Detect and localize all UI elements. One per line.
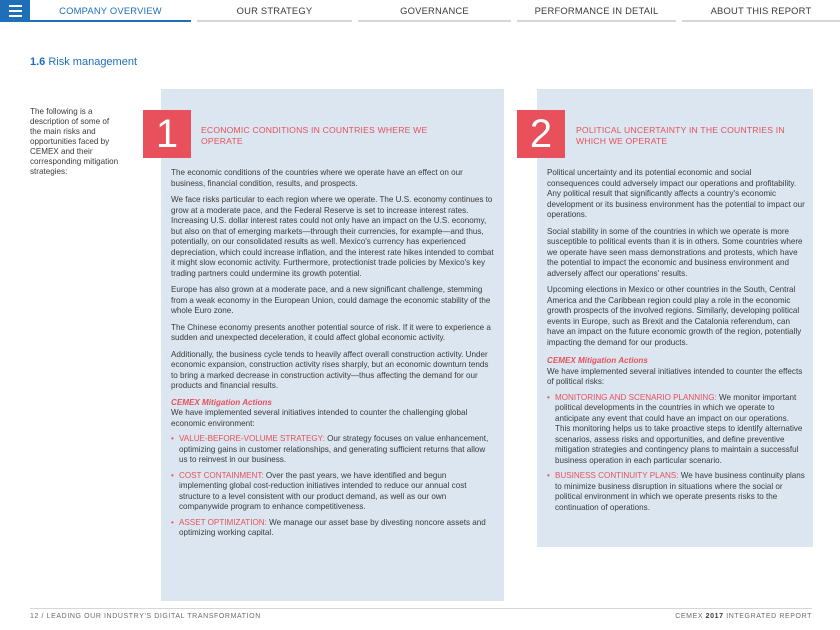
footer-tagline: LEADING OUR INDUSTRY'S DIGITAL TRANSFORMATION <box>46 613 261 620</box>
list-item <box>547 393 805 467</box>
bullet-text: Over the past years, we have identified and begun implementing global cost-reduction initiatives intended to reduce our annual cost structure to a level consistent with our product demand, as well as our own companywide program to enhance competitiveness. <box>179 470 467 511</box>
tab-our-strategy[interactable]: OUR STRATEGY <box>197 0 352 22</box>
bullet-label: COST CONTAINMENT: <box>179 470 264 480</box>
section-name: Risk management <box>48 56 138 68</box>
mitigation-intro: We have implemented several initiatives intended to counter the effects of political risks: <box>547 366 803 386</box>
tab-governance[interactable]: GOVERNANCE <box>358 0 511 22</box>
bullet-text: Our strategy focuses on value enhancement, optimizing gains in customer relationships, and generating sufficient returns that allow us to reinvest in our business. <box>179 434 489 464</box>
risk-body-2 <box>547 168 805 518</box>
footer-right <box>675 613 812 620</box>
bullet-label: MONITORING AND SCENARIO PLANNING: <box>555 392 717 402</box>
footer-brand: CEMEX <box>675 613 704 620</box>
page-number: 12 <box>30 613 39 620</box>
paragraph: Additionally, the business cycle tends to heavily affect overall construction activity. Under economic expansion, construction activity rises sharply, but an economic downturn tends to bring a marked decrease in construction activity—thus affecting the demand for our products and financial results. <box>171 349 489 390</box>
paragraph: Europe has also grown at a moderate pace, and a new significant challenge, stemming from a weak economy in the European Union, could damage the economic stability of the whole Euro zone. <box>171 285 491 315</box>
hamburger-icon[interactable] <box>0 0 30 22</box>
footer-year: 2017 <box>705 613 724 620</box>
bullet-text: We monitor important political developments in the countries in which we operate to anticipate any event that could have an impact on our operations. This monitoring helps us to take proactive steps to identify alternative scenarios, assess risks and opportunities, and define preventive mitigation strategies and contingency plans to maintain a successful business operation in each particular scenario. <box>555 392 803 465</box>
paragraph: The Chinese economy presents another potential source of risk. If it were to experience a sudden and unexpected deceleration, it could affect global economic activity. <box>171 322 491 342</box>
list-item <box>547 471 805 513</box>
bullet-text: We have business continuity plans to minimize business disruption in situations where the social or political environment in which we operate presents risks to the continuation of operations. <box>555 471 805 512</box>
bullet-text: We manage our asset base by divesting noncore assets and optimizing working capital. <box>179 517 486 537</box>
section-number: 1.6 <box>30 56 46 68</box>
risk-title-1: ECONOMIC CONDITIONS IN COUNTRIES WHERE WE OPERATE <box>201 125 428 146</box>
risk-number-1: 1 <box>143 110 191 158</box>
mitigation-intro: We have implemented several initiatives intended to counter the challenging global economic environment: <box>171 408 468 428</box>
paragraph: We face risks particular to each region where we operate. The U.S. economy continues to grow at a moderate pace, and the Federal Reserve is set to increase interest rates. Increasing U.S. dollar interest rates could not only have an impact on the U.S. economy, but also on that of emerging markets—through their currencies, for example—and thus, potentially, on our consolidated results as well. Mexico's currency has experienced depreciation, which could increase inflation, and the interest rate hikes intended to combat it might slow economic activity. Furthermore, protectionist trade policies by Mexico's key trading partners could undermine its growth potential. <box>171 195 494 278</box>
mitigation-heading: CEMEX Mitigation Actions <box>547 356 648 365</box>
paragraph: Upcoming elections in Mexico or other countries in the South, Central America and the Caribbean region could play a role in the economic growth prospects of the involved regions. Similarly, developing political events in Europe, such as Brexit and the Catalonia referendum, can have an impact on the future economic growth of the region, potentially impacting the demand for our products. <box>547 285 802 347</box>
list-item <box>171 434 496 466</box>
footer-report-name: INTEGRATED REPORT <box>726 613 812 620</box>
tab-performance-in-detail[interactable]: PERFORMANCE IN DETAIL <box>517 0 676 22</box>
list-item <box>171 471 496 513</box>
paragraph: Social stability in some of the countries in which we operate is more susceptible to political events than it is in others. Some countries where we operate have seen mass demonstrations and protests, which have the potential to impact the economic and business environment and adversely affect our operations' results. <box>547 226 803 278</box>
footer-divider <box>30 608 812 609</box>
risk-number-2: 2 <box>517 110 565 158</box>
bullet-label: VALUE-BEFORE-VOLUME STRATEGY: <box>179 434 325 443</box>
paragraph: Political uncertainty and its potential economic and social consequences could adversely impact our operations and profitability. Any political result that significantly affects a country's economic development or its business environment has the potential to impact our operations. <box>547 168 805 219</box>
mitigation-list <box>171 434 496 539</box>
top-navigation <box>0 0 840 22</box>
section-title <box>30 56 137 68</box>
risk-body-1 <box>171 168 496 544</box>
footer-left: 12 / LEADING OUR INDUSTRY'S DIGITAL TRANSFORMATION <box>30 613 261 620</box>
intro-text: The following is a description of some of the main risks and opportunities faced by CEMEX and their corresponding mitigation strategies: <box>30 107 119 176</box>
mitigation-heading: CEMEX Mitigation Actions <box>171 397 272 407</box>
paragraph: The economic conditions of the countries where we operate have an effect on our business, financial condition, results, and prospects. <box>171 168 463 188</box>
mitigation-list <box>547 393 805 514</box>
risk-title-2: POLITICAL UNCERTAINTY IN THE COUNTRIES IN WHICH WE OPERATE <box>576 125 785 146</box>
bullet-label: BUSINESS CONTINUITY PLANS: <box>555 471 679 480</box>
tab-company-overview[interactable]: COMPANY OVERVIEW <box>30 0 191 22</box>
tab-about-this-report[interactable]: ABOUT THIS REPORT <box>682 0 840 22</box>
list-item <box>171 518 496 539</box>
page-footer <box>0 608 840 630</box>
bullet-label: ASSET OPTIMIZATION: <box>179 517 267 527</box>
